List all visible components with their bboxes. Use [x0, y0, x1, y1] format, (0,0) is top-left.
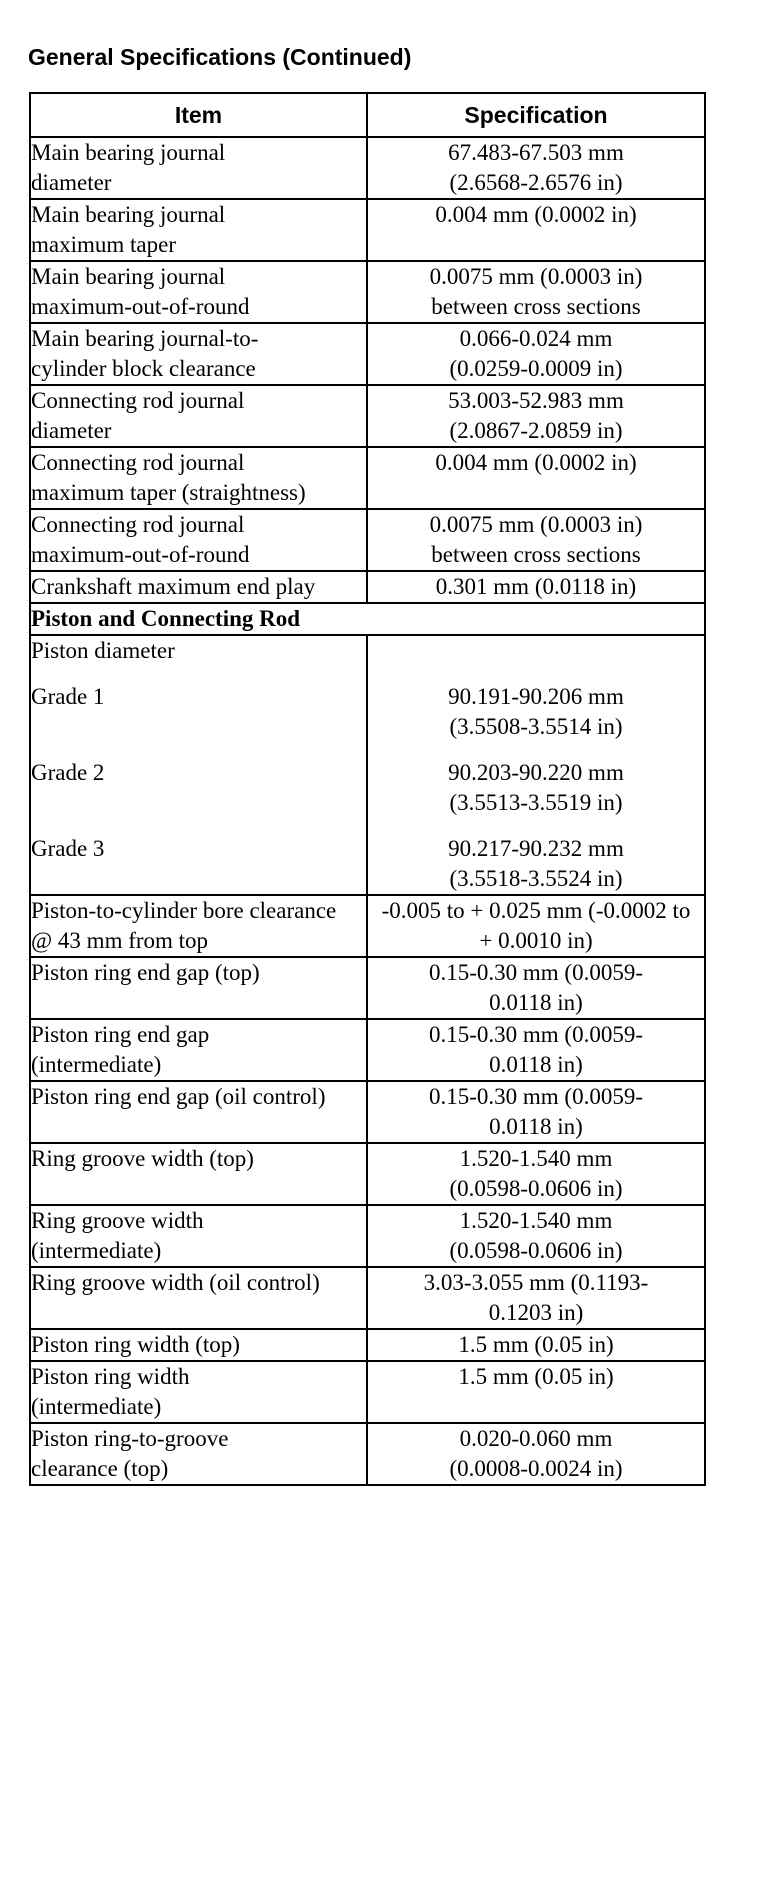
- table-row-piston-diameter: [30, 635, 705, 895]
- table-row: [30, 895, 705, 957]
- spec-cell: [367, 1019, 705, 1081]
- spec-cell: [367, 1329, 705, 1361]
- item-cell: [30, 1423, 367, 1485]
- spec-text: 0.0075 mm (0.0003 in) between cross sections: [429, 512, 643, 567]
- spec-cell: [367, 895, 705, 957]
- item-text: Ring groove width (top): [31, 1146, 254, 1171]
- spec-cell: [367, 385, 705, 447]
- item-cell: [30, 1143, 367, 1205]
- item-cell: [30, 957, 367, 1019]
- item-text: Piston ring-to-groove clearance (top): [31, 1426, 229, 1481]
- item-cell: [30, 895, 367, 957]
- table-header-row: [30, 93, 705, 137]
- grade-name: Grade 1: [31, 684, 105, 709]
- spec-text: 1.520-1.540 mm (0.0598-0.0606 in): [449, 1208, 623, 1263]
- table-row: [30, 509, 705, 571]
- table-row: [30, 571, 705, 603]
- table-row: [30, 957, 705, 1019]
- item-text: Piston ring width (top): [31, 1332, 240, 1357]
- item-cell: [30, 323, 367, 385]
- grade-name: Grade 2: [31, 760, 105, 785]
- section-heading: Piston and Connecting Rod: [30, 603, 705, 635]
- spec-cell: [367, 137, 705, 199]
- spec-text: 0.0075 mm (0.0003 in) between cross sections: [429, 264, 643, 319]
- spec-cell: [367, 957, 705, 1019]
- table-row: [30, 1329, 705, 1361]
- item-cell: [30, 571, 367, 603]
- spec-cell: [367, 323, 705, 385]
- item-text: Piston ring end gap (intermediate): [31, 1022, 210, 1077]
- table-row: [30, 261, 705, 323]
- table-row: [30, 1143, 705, 1205]
- spec-cell: [367, 509, 705, 571]
- table-row: [30, 1205, 705, 1267]
- spec-text: 1.5 mm (0.05 in): [458, 1364, 614, 1389]
- item-cell: [30, 447, 367, 509]
- column-header-specification: Specification: [367, 93, 705, 137]
- item-text: Main bearing journal maximum taper: [31, 202, 226, 257]
- table-row: [30, 447, 705, 509]
- spec-text: 1.5 mm (0.05 in): [458, 1332, 614, 1357]
- spec-cell: [367, 447, 705, 509]
- table-row: [30, 199, 705, 261]
- table-row: [30, 385, 705, 447]
- item-text: Connecting rod journal maximum taper (straightness): [31, 450, 306, 505]
- item-cell: [30, 137, 367, 199]
- item-cell: [30, 1267, 367, 1329]
- table-row: [30, 1019, 705, 1081]
- grade-spec: 90.203-90.220 mm (3.5513-3.5519 in): [448, 760, 624, 815]
- spec-cell: [367, 635, 705, 895]
- item-cell: [30, 261, 367, 323]
- item-cell: [30, 1205, 367, 1267]
- spec-text: 67.483-67.503 mm (2.6568-2.6576 in): [448, 140, 624, 195]
- table-row: [30, 323, 705, 385]
- page-title: General Specifications (Continued): [28, 44, 412, 70]
- spec-cell: [367, 1361, 705, 1423]
- spec-text: 0.066-0.024 mm (0.0259-0.0009 in): [449, 326, 623, 381]
- spec-text: 0.15-0.30 mm (0.0059-0.0118 in): [428, 1022, 643, 1077]
- spec-cell: [367, 199, 705, 261]
- spec-text: 53.003-52.983 mm (2.0867-2.0859 in): [448, 388, 624, 443]
- spec-text: 0.15-0.30 mm (0.0059-0.0118 in): [428, 1084, 643, 1139]
- spec-text: 0.301 mm (0.0118 in): [435, 574, 637, 599]
- item-text: Main bearing journal maximum-out-of-round: [31, 264, 250, 319]
- item-text: Connecting rod journal maximum-out-of-round: [31, 512, 250, 567]
- item-text: Ring groove width (oil control): [31, 1270, 320, 1295]
- item-text: Piston ring width (intermediate): [31, 1364, 190, 1419]
- spec-cell: [367, 261, 705, 323]
- item-text: Connecting rod journal diameter: [31, 388, 245, 443]
- grade-name: Grade 3: [31, 836, 105, 861]
- table-row: [30, 1423, 705, 1485]
- spec-cell: [367, 1423, 705, 1485]
- item-text: Main bearing journal-to-cylinder block clearance: [31, 326, 259, 381]
- item-text: Piston ring end gap (oil control): [31, 1084, 326, 1109]
- grade-spec: 90.217-90.232 mm (3.5518-3.5524 in): [448, 836, 624, 891]
- section-row: [30, 603, 705, 635]
- spec-text: 1.520-1.540 mm (0.0598-0.0606 in): [449, 1146, 623, 1201]
- table-row: [30, 137, 705, 199]
- item-text: Crankshaft maximum end play: [31, 574, 316, 599]
- spec-text: -0.005 to + 0.025 mm (-0.0002 to + 0.0010 in): [381, 898, 691, 953]
- spec-text: 3.03-3.055 mm (0.1193-0.1203 in): [423, 1270, 649, 1325]
- spec-cell: [367, 1205, 705, 1267]
- table-row: [30, 1361, 705, 1423]
- table-row: [30, 1267, 705, 1329]
- item-text: Ring groove width (intermediate): [31, 1208, 204, 1263]
- item-cell: [30, 199, 367, 261]
- spec-text: 0.15-0.30 mm (0.0059-0.0118 in): [428, 960, 643, 1015]
- item-cell: [30, 509, 367, 571]
- spec-cell: [367, 1267, 705, 1329]
- spec-text: 0.004 mm (0.0002 in): [435, 202, 637, 227]
- grade-spec: 90.191-90.206 mm (3.5508-3.5514 in): [448, 684, 624, 739]
- spec-cell: [367, 1081, 705, 1143]
- item-cell: [30, 1019, 367, 1081]
- spec-text: 0.004 mm (0.0002 in): [435, 450, 637, 475]
- spec-cell: [367, 571, 705, 603]
- spec-cell: [367, 1143, 705, 1205]
- specifications-table: [29, 92, 706, 1486]
- item-cell: [30, 1329, 367, 1361]
- item-text: Main bearing journal diameter: [31, 140, 226, 195]
- item-cell: [30, 385, 367, 447]
- item-cell: [30, 1361, 367, 1423]
- item-text: Piston ring end gap (top): [31, 960, 260, 985]
- piston-diameter-label: Piston diameter: [31, 638, 175, 663]
- item-cell: [30, 1081, 367, 1143]
- column-header-item: Item: [30, 93, 367, 137]
- table-row: [30, 1081, 705, 1143]
- item-text: Piston-to-cylinder bore clearance @ 43 mm from top: [31, 898, 337, 953]
- spec-text: 0.020-0.060 mm (0.0008-0.0024 in): [449, 1426, 623, 1481]
- item-cell: [30, 635, 367, 895]
